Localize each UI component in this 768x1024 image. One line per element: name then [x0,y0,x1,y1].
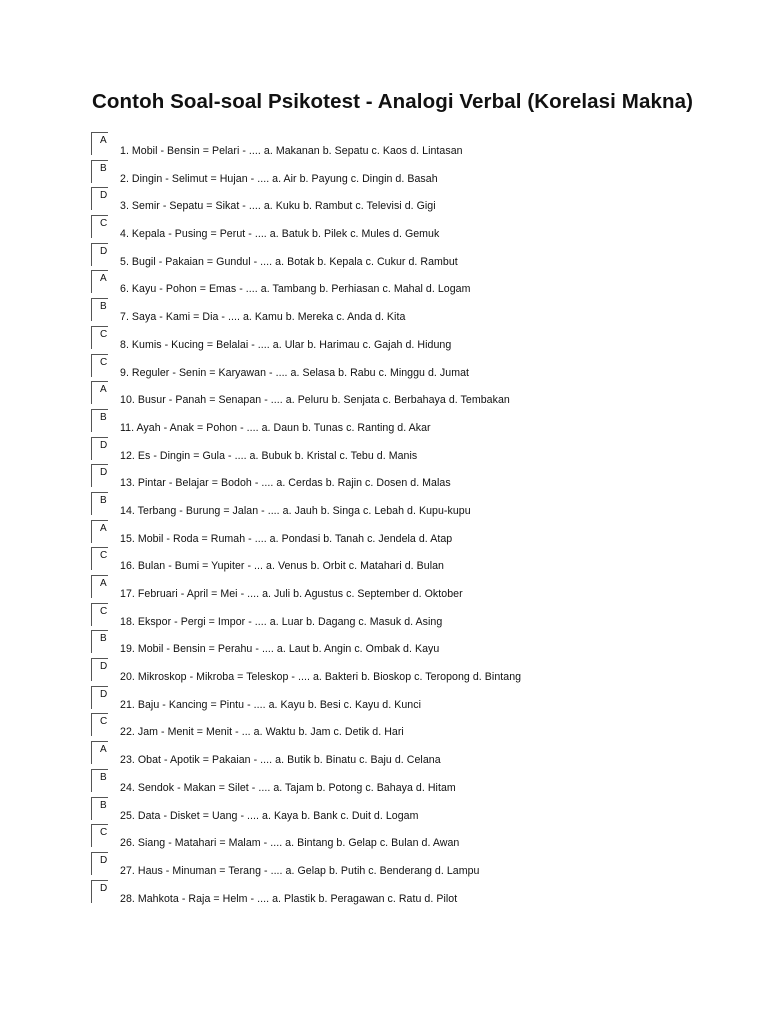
answer-box [91,160,108,183]
question-row [0,603,768,631]
answer-box [91,741,108,764]
question-text: 8. Kumis - Kucing = Belalai - .... a. Ular b. Harimau c. Gajah d. Hidung [120,338,452,351]
answer-box [91,658,108,681]
answer-box [91,686,108,709]
answer-letter: B [100,301,107,313]
answer-letter: C [100,550,108,562]
answer-box [91,630,108,653]
question-row [0,381,768,409]
question-row [0,880,768,908]
question-text: 7. Saya - Kami = Dia - .... a. Kamu b. Mereka c. Anda d. Kita [120,311,406,324]
question-text: 20. Mikroskop - Mikroba = Teleskop - .... a. Bakteri b. Bioskop c. Teropong d. Bintang [120,671,522,684]
question-list [0,132,768,907]
answer-box [91,880,108,903]
answer-letter: B [100,411,107,423]
question-row [0,824,768,852]
question-text: 2. Dingin - Selimut = Hujan - .... a. Air b. Payung c. Dingin d. Basah [120,172,438,185]
answer-box [91,824,108,847]
question-row [0,132,768,160]
answer-box [91,409,108,432]
answer-letter: C [100,605,108,617]
answer-letter: C [100,827,108,839]
answer-box [91,547,108,570]
answer-box [91,437,108,460]
answer-letter: B [100,799,107,811]
question-text: 21. Baju - Kancing = Pintu - .... a. Kayu b. Besi c. Kayu d. Kunci [120,698,421,711]
question-row [0,354,768,382]
question-text: 24. Sendok - Makan = Silet - .... a. Tajam b. Potong c. Bahaya d. Hitam [120,781,456,794]
question-row [0,409,768,437]
answer-box [91,769,108,792]
answer-box [91,575,108,598]
question-text: 15. Mobil - Roda = Rumah - .... a. Pondasi b. Tanah c. Jendela d. Atap [120,532,453,545]
answer-letter: C [100,356,108,368]
question-row [0,243,768,271]
answer-letter: A [100,578,107,589]
question-text: 17. Februari - April = Mei - .... a. Juli b. Agustus c. September d. Oktober [120,588,463,600]
question-row [0,713,768,741]
answer-box [91,243,108,266]
answer-letter: D [100,688,108,700]
question-text: 14. Terbang - Burung = Jalan - .... a. Jauh b. Singa c. Lebah d. Kupu-kupu [120,504,471,517]
answer-letter: C [100,218,108,230]
question-row [0,769,768,797]
question-row [0,658,768,686]
answer-letter: A [100,135,107,146]
question-row [0,575,768,603]
question-text: 9. Reguler - Senin = Karyawan - .... a. Selasa b. Rabu c. Minggu d. Jumat [120,366,470,379]
answer-letter: A [100,273,107,285]
answer-box [91,187,108,210]
answer-letter: D [100,439,108,451]
question-row [0,160,768,188]
answer-letter: C [100,716,108,728]
answer-box [91,492,108,515]
answer-box [91,354,108,377]
answer-letter: D [100,245,108,257]
answer-letter: B [100,771,107,783]
question-row [0,437,768,465]
answer-box [91,381,108,404]
question-text: 19. Mobil - Bensin = Perahu - .... a. Laut b. Angin c. Ombak d. Kayu [120,643,440,656]
question-text: 23. Obat - Apotik = Pakaian - .... a. Butik b. Binatu c. Baju d. Celana [120,754,441,767]
question-text: 22. Jam - Menit = Menit - ... a. Waktu b. Jam c. Detik d. Hari [120,726,404,739]
answer-letter: D [100,854,108,866]
answer-box [91,298,108,321]
question-row [0,520,768,548]
answer-letter: B [100,494,107,506]
answer-letter: D [100,190,108,202]
question-text: 3. Semir - Sepatu = Sikat - .... a. Kuku b. Rambut c. Televisi d. Gigi [120,200,436,213]
question-row [0,215,768,243]
question-row [0,741,768,769]
answer-letter: B [100,633,107,645]
question-row [0,298,768,326]
answer-box [91,270,108,293]
answer-letter: D [100,882,108,894]
question-row [0,797,768,825]
question-text: 16. Bulan - Bumi = Yupiter - ... a. Venus b. Orbit c. Matahari d. Bulan [120,560,444,573]
question-row [0,630,768,658]
answer-box [91,215,108,238]
answer-letter: B [100,162,107,174]
answer-box [91,326,108,349]
answer-letter: D [100,661,108,673]
answer-letter: A [100,744,107,756]
question-text: 5. Bugil - Pakaian = Gundul - .... a. Botak b. Kepala c. Cukur d. Rambut [120,255,458,268]
question-text: 1. Mobil - Bensin = Pelari - .... a. Makanan b. Sepatu c. Kaos d. Lintasan [120,145,463,157]
answer-letter: D [100,467,108,479]
question-text: 6. Kayu - Pohon = Emas - .... a. Tambang b. Perhiasan c. Mahal d. Logam [120,283,471,296]
answer-box [91,520,108,543]
answer-box [91,132,108,155]
answer-letter: C [100,328,108,340]
question-text: 11. Ayah - Anak = Pohon - .... a. Daun b. Tunas c. Ranting d. Akar [120,421,431,434]
question-text: 27. Haus - Minuman = Terang - .... a. Gelap b. Putih c. Benderang d. Lampu [120,864,480,877]
question-row [0,492,768,520]
answer-letter: A [100,522,107,534]
question-text: 4. Kepala - Pusing = Perut - .... a. Batuk b. Pilek c. Mules d. Gemuk [120,228,440,241]
question-text: 12. Es - Dingin = Gula - .... a. Bubuk b. Kristal c. Tebu d. Manis [120,449,418,462]
question-row [0,464,768,492]
question-row [0,187,768,215]
answer-letter: A [100,384,107,396]
question-text: 13. Pintar - Belajar = Bodoh - .... a. Cerdas b. Rajin c. Dosen d. Malas [120,477,451,490]
answer-box [91,797,108,820]
answer-box [91,603,108,626]
question-text: 25. Data - Disket = Uang - .... a. Kaya b. Bank c. Duit d. Logam [120,809,419,822]
question-row [0,547,768,575]
answer-box [91,713,108,736]
question-row [0,326,768,354]
question-text: 26. Siang - Matahari = Malam - .... a. Bintang b. Gelap c. Bulan d. Awan [120,837,460,850]
question-text: 18. Ekspor - Pergi = Impor - .... a. Luar b. Dagang c. Masuk d. Asing [120,615,443,628]
question-text: 28. Mahkota - Raja = Helm - .... a. Plastik b. Peragawan c. Ratu d. Pilot [120,892,458,905]
question-row [0,686,768,714]
page-title: Contoh Soal-soal Psikotest - Analogi Verbal (Korelasi Makna) [92,90,693,113]
answer-box [91,852,108,875]
question-row [0,270,768,298]
question-text: 10. Busur - Panah = Senapan - .... a. Peluru b. Senjata c. Berbahaya d. Tembakan [120,394,510,407]
answer-box [91,464,108,487]
question-row [0,852,768,880]
